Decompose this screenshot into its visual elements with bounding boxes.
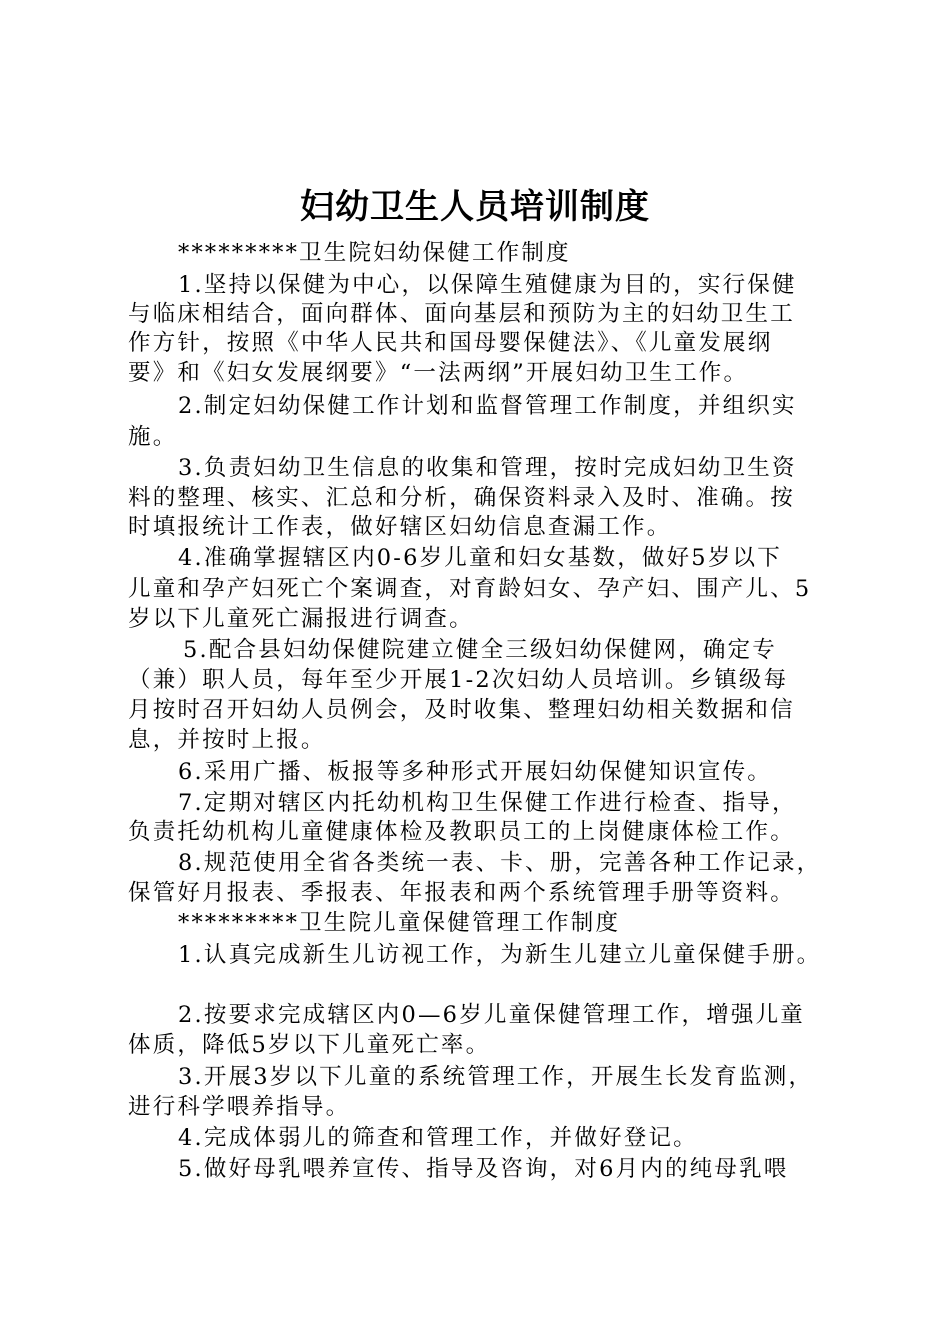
paragraph-line: 1.认真完成新生儿访视工作，为新生儿建立儿童保健手册。 — [178, 942, 822, 968]
section-heading: *********卫生院妇幼保健工作制度 — [178, 240, 571, 266]
paragraph-line: 要》和《妇女发展纲要》“一法两纲”开展妇幼卫生工作。 — [128, 360, 749, 386]
paragraph-line: 料的整理、核实、汇总和分析，确保资料录入及时、准确。按 — [128, 485, 795, 511]
paragraph-line: 8.规范使用全省各类统一表、卡、册，完善各种工作记录， — [178, 850, 822, 876]
paragraph-line: 4.完成体弱儿的筛查和管理工作，并做好登记。 — [178, 1125, 698, 1151]
paragraph-line: 7.定期对辖区内托幼机构卫生保健工作进行检查、指导， — [178, 790, 797, 816]
document-title: 妇幼卫生人员培训制度 — [300, 187, 650, 227]
paragraph-line: 与临床相结合，面向群体、面向基层和预防为主的妇幼卫生工 — [128, 301, 795, 327]
paragraph-line: 保管好月报表、季报表、年报表和两个系统管理手册等资料。 — [128, 880, 795, 906]
paragraph-line: 3.负责妇幼卫生信息的收集和管理，按时完成妇幼卫生资 — [178, 455, 797, 481]
paragraph-line: 2.按要求完成辖区内0—6岁儿童保健管理工作，增强儿童 — [178, 1002, 805, 1028]
paragraph-line: 时填报统计工作表，做好辖区妇幼信息查漏工作。 — [128, 514, 672, 540]
paragraph-line: 负责托幼机构儿童健康体检及教职员工的上岗健康体检工作。 — [128, 819, 795, 845]
paragraph-line: 息，并按时上报。 — [128, 727, 326, 753]
paragraph-line: 施。 — [128, 424, 178, 450]
paragraph-line: 岁以下儿童死亡漏报进行调查。 — [128, 606, 474, 632]
paragraph-line: 儿童和孕产妇死亡个案调查，对育龄妇女、孕产妇、围产儿、5 — [128, 576, 812, 602]
section-heading: *********卫生院儿童保健管理工作制度 — [178, 910, 621, 936]
paragraph-line: （兼）职人员，每年至少开展1-2次妇幼人员培训。乡镇级每 — [128, 667, 789, 693]
paragraph-line: 月按时召开妇幼人员例会，及时收集、整理妇幼相关数据和信 — [128, 697, 795, 723]
paragraph-line: 2.制定妇幼保健工作计划和监督管理工作制度，并组织实 — [178, 393, 797, 419]
paragraph-line: 进行科学喂养指导。 — [128, 1094, 351, 1120]
paragraph-line: 5.做好母乳喂养宣传、指导及咨询，对6月内的纯母乳喂 — [178, 1156, 789, 1182]
paragraph-line: 5.配合县妇幼保健院建立健全三级妇幼保健网，确定专 — [183, 637, 777, 663]
paragraph-line: 6.采用广播、板报等多种形式开展妇幼保健知识宣传。 — [178, 759, 772, 785]
paragraph-line: 作方针，按照《中华人民共和国母婴保健法》、《儿童发展纲 — [128, 330, 773, 356]
paragraph-line: 体质，降低5岁以下儿童死亡率。 — [128, 1032, 491, 1058]
paragraph-line: 3.开展3岁以下儿童的系统管理工作，开展生长发育监测， — [178, 1064, 814, 1090]
paragraph-line: 1.坚持以保健为中心，以保障生殖健康为目的，实行保健 — [178, 272, 797, 298]
paragraph-line: 4.准确掌握辖区内0-6岁儿童和妇女基数，做好5岁以下 — [178, 545, 782, 571]
